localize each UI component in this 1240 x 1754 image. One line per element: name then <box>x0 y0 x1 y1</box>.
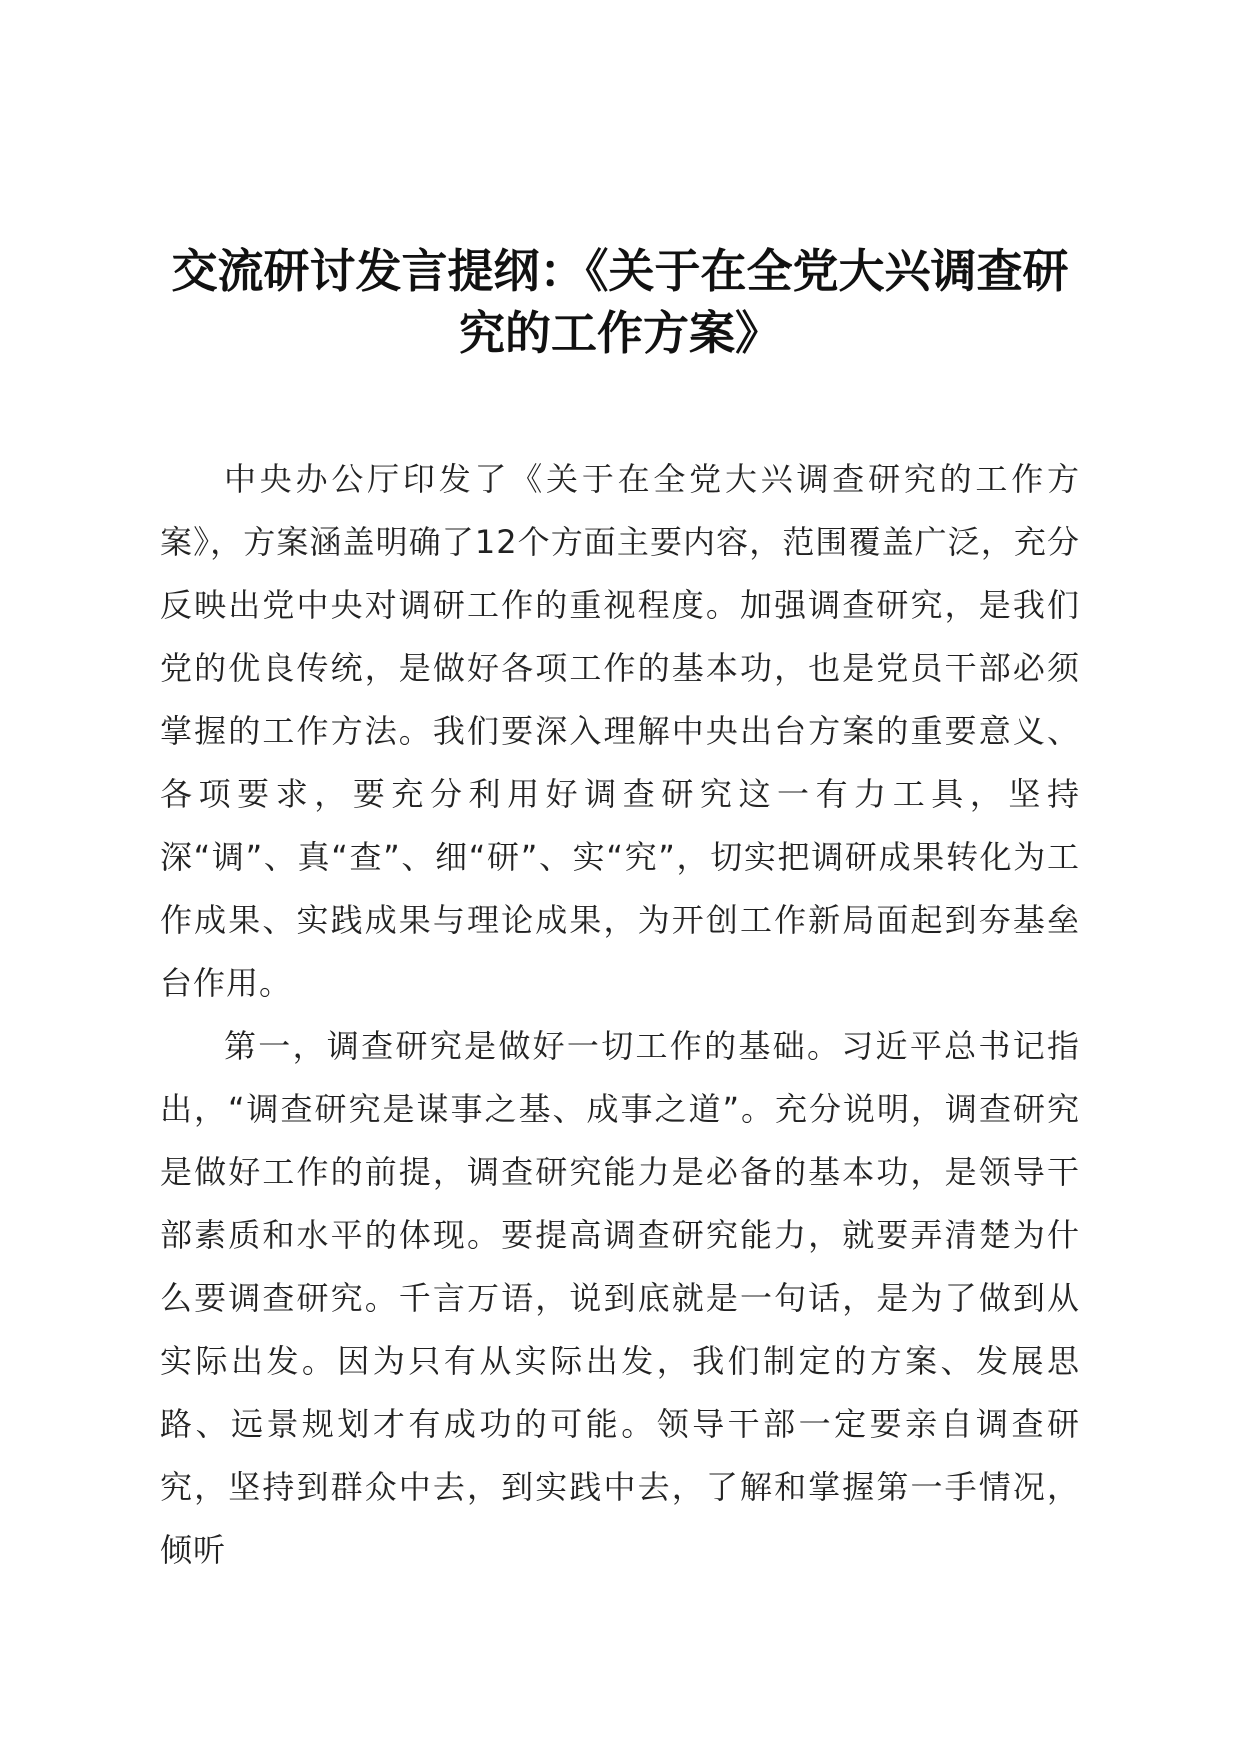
paragraph-intro: 中央办公厅印发了《关于在全党大兴调查研究的工作方案》，方案涵盖明确了12个方面主要内容，范围覆盖广泛，充分反映出党中央对调研工作的重视程度。加强调查研究，是我们党的优良传统，是做好各项工作的基本功，也是党员干部必须掌握的工作方法。我们要深入理解中央出台方案的重要意义、各项要求，要充分利用好调查研究这一有力工具，坚持深“调”、真“查”、细“研”、实“究”，切实把调研成果转化为工作成果、实践成果与理论成果，为开创工作新局面起到夯基垒台作用。 <box>160 460 1080 1002</box>
document-body <box>160 448 1080 1582</box>
document-title: 交流研讨发言提纲：《关于在全党大兴调查研究的工作方案》 <box>171 244 1069 360</box>
paragraph-point-one: 第一，调查研究是做好一切工作的基础。习近平总书记指出，“调查研究是谋事之基、成事之道”。充分说明，调查研究是做好工作的前提，调查研究能力是必备的基本功，是领导干部素质和水平的体现。要提高调查研究能力，就要弄清楚为什么要调查研究。千言万语，说到底就是一句话，是为了做到从实际出发。因为只有从实际出发，我们制定的方案、发展思路、远景规划才有成功的可能。领导干部一定要亲自调查研究，坚持到群众中去，到实践中去，了解和掌握第一手情况，倾听 <box>160 1027 1080 1569</box>
